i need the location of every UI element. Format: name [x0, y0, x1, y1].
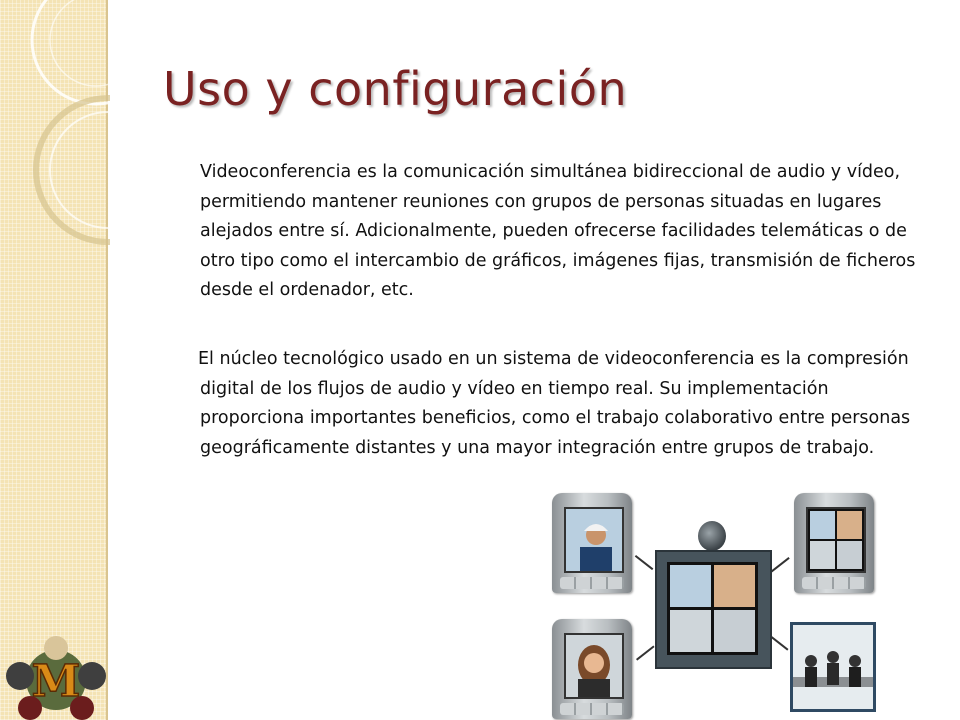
video-tile [714, 610, 755, 652]
slide-title: Uso y configuración [163, 62, 628, 116]
webcam-icon [698, 521, 726, 551]
mobile-phone-worker [552, 493, 632, 593]
videoconference-illustration [552, 493, 876, 720]
band-circles-decoration [0, 0, 110, 720]
phone-screen-group [806, 507, 866, 573]
phone-keypad [802, 577, 866, 589]
mobile-phone-woman [552, 619, 632, 719]
phone-keypad [560, 703, 624, 715]
phone-screen-woman [564, 633, 624, 699]
video-tile [714, 565, 755, 607]
meeting-photo [790, 622, 876, 712]
connector-line [636, 645, 655, 660]
body-paragraph-1: Videoconferencia es la comunicación simultánea bidireccional de audio y vídeo, permitiendo mantener reuniones con grupos de personas situadas en lugares alejados entre sí. Adicionalmente, pueden ofrecerse facilidades telemáticas o de otro tipo como el intercambio de gráficos, imágenes fijas, transmisión de ficheros desde el ordenador, etc. [200, 162, 916, 300]
mobile-phone-group [794, 493, 874, 593]
logo-letter: M [31, 656, 81, 707]
video-tile [670, 565, 711, 607]
emblem-logo [0, 628, 112, 720]
phone-keypad [560, 577, 624, 589]
video-tile [670, 610, 711, 652]
body-paragraph-2: El núcleo tecnológico usado en un sistema de videoconferencia es la compresión digital de los flujos de audio y vídeo en tiempo real. Su implementación proporciona importantes beneficios, como el trabajo colaborativo entre personas geográficamente distantes y una mayor integración entre grupos de trabajo. [198, 349, 911, 458]
monitor-video-grid [667, 562, 758, 655]
phone-screen-worker [564, 507, 624, 573]
central-monitor [655, 550, 772, 669]
connector-line [635, 555, 654, 570]
